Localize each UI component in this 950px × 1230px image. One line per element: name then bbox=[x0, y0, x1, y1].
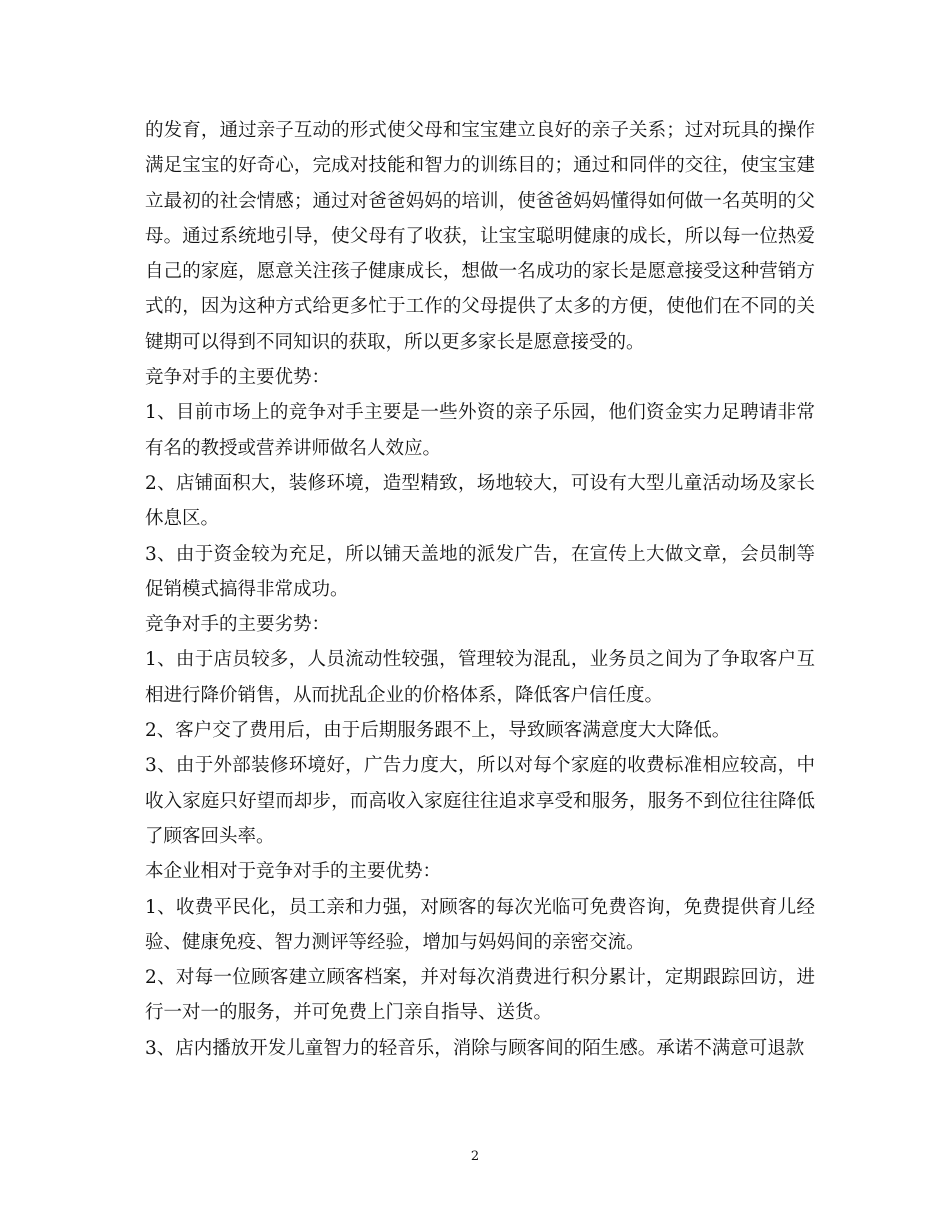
page-number: 2 bbox=[470, 1149, 480, 1164]
list-item: 3、由于资金较为充足，所以铺天盖地的派发广告，在宣传上大做文章，会员制等促销模式搞得非常成功。 bbox=[145, 543, 815, 600]
list-item: 3、由于外部装修环境好，广告力度大，所以对每个家庭的收费标准相应较高，中收入家庭只好望而却步，而高收入家庭往往追求享受和服务，服务不到位往往降低了顾客回头率。 bbox=[145, 755, 815, 847]
list-item: 2、客户交了费用后，由于后期服务跟不上，导致顾客满意度大大降低。 bbox=[145, 720, 731, 742]
body-text bbox=[145, 113, 815, 1066]
list-item: 1、目前市场上的竞争对手主要是一些外资的亲子乐园，他们资金实力足聘请非常有名的教授或营养讲师做名人效应。 bbox=[145, 402, 815, 459]
list-item: 1、收费平民化，员工亲和力强，对顾客的每次光临可免费咨询，免费提供育儿经验、健康免疫、智力测评等经验，增加与妈妈间的亲密交流。 bbox=[145, 896, 815, 953]
section-heading: 竞争对手的主要劣势： bbox=[145, 614, 331, 636]
section-heading: 本企业相对于竞争对手的主要优势： bbox=[145, 861, 442, 883]
list-item: 2、对每一位顾客建立顾客档案，并对每次消费进行积分累计，定期跟踪回访，进行一对一的服务，并可免费上门亲自指导、送货。 bbox=[145, 967, 815, 1024]
list-item: 2、店铺面积大，装修环境，造型精致，场地较大，可设有大型儿童活动场及家长休息区。 bbox=[145, 472, 815, 530]
list-item: 3、店内播放开发儿童智力的轻音乐，消除与顾客间的陌生感。承诺不满意可退款 bbox=[145, 1037, 805, 1059]
section-heading: 竞争对手的主要优势： bbox=[145, 367, 331, 389]
paragraph: 的发育，通过亲子互动的形式使父母和宝宝建立良好的亲子关系；过对玩具的操作满足宝宝的好奇心，完成对技能和智力的训练目的；通过和同伴的交往，使宝宝建立最初的社会情感；通过对爸爸妈妈的培训，使爸爸妈妈懂得如何做一名英明的父母。通过系统地引导，使父母有了收获，让宝宝聪明健康的成长，所以每一位热爱自己的家庭，愿意关注孩子健康成长，想做一名成功的家长是愿意接受这种营销方式的，因为这种方式给更多忙于工作的父母提供了太多的方便，使他们在不同的关键期可以得到不同知识的获取，所以更多家长是愿意接受的。 bbox=[145, 120, 815, 353]
list-item: 1、由于店员较多，人员流动性较强，管理较为混乱，业务员之间为了争取客户互相进行降价销售，从而扰乱企业的价格体系，降低客户信任度。 bbox=[145, 649, 815, 706]
